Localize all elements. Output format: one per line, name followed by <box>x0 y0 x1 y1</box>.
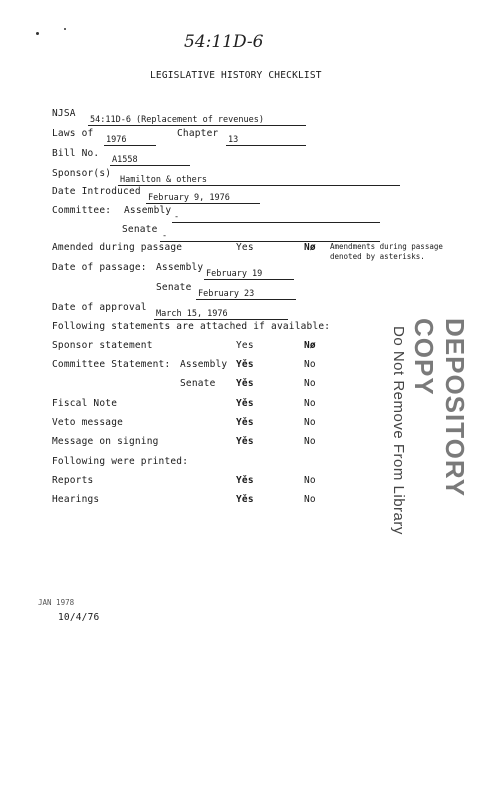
amended-yes: Yes <box>236 242 254 253</box>
date-approval-value: March 15, 1976 <box>154 309 288 320</box>
following-attached-heading: Following statements are attached if available: <box>52 321 331 332</box>
message-signing-yes-checked: Yěs <box>236 436 254 447</box>
stamp-line-depository-copy: DEPOSITORY COPY <box>409 318 470 497</box>
veto-message-yes-checked: Yěs <box>236 417 254 428</box>
message-signing-no: No <box>304 436 316 447</box>
committee-assembly-no: No <box>304 359 316 370</box>
passage-senate-value: February 23 <box>196 289 296 300</box>
stamp-line-do-not-remove: Do Not Remove From Library <box>390 326 407 535</box>
hearings-no: No <box>304 494 316 505</box>
hearings-yes-checked: Yěs <box>236 494 254 505</box>
chapter-value: 13 <box>226 135 306 146</box>
committee-assembly-label: Assembly <box>124 205 172 216</box>
committee-senate-label: Senate <box>122 224 158 235</box>
committee-assembly-value: - <box>172 212 380 223</box>
date-introduced-label: Date Introduced <box>52 186 141 197</box>
chapter-label: Chapter <box>177 128 219 139</box>
speck-mark <box>36 32 39 35</box>
laws-label: Laws of <box>52 128 94 139</box>
bill-label: Bill No. <box>52 148 100 159</box>
fiscal-note-label: Fiscal Note <box>52 398 118 409</box>
committee-statement-label: Committee Statement: <box>52 359 171 370</box>
fiscal-note-no: No <box>304 398 316 409</box>
page-title: LEGISLATIVE HISTORY CHECKLIST <box>150 70 322 81</box>
speck-mark <box>64 28 66 30</box>
reports-label: Reports <box>52 475 94 486</box>
sponsor-value: Hamilton & others <box>118 175 400 186</box>
reports-yes-checked: Yěs <box>236 475 254 486</box>
committee-label: Committee: <box>52 205 112 216</box>
date-passage-label: Date of passage: <box>52 262 147 273</box>
njsa-value: 54:11D-6 (Replacement of revenues) <box>88 115 306 126</box>
received-date-stamp: JAN 1978 <box>38 598 75 607</box>
sponsor-statement-label: Sponsor statement <box>52 340 153 351</box>
bill-value: A1558 <box>110 155 190 166</box>
amended-label: Amended during passage <box>52 242 183 253</box>
committee-senate-yes-checked: Yěs <box>236 378 254 389</box>
committee-senate-no: No <box>304 378 316 389</box>
passage-senate-label: Senate <box>156 282 192 293</box>
passage-assembly-value: February 19 <box>204 269 294 280</box>
following-printed-heading: Following were printed: <box>52 456 189 467</box>
laws-value: 1976 <box>104 135 156 146</box>
handwritten-statute-number: 54:11D-6 <box>184 32 264 52</box>
message-signing-label: Message on signing <box>52 436 159 447</box>
njsa-label: NJSA <box>52 108 76 119</box>
amended-no-checked: Nø <box>304 242 316 253</box>
date-introduced-value: February 9, 1976 <box>146 193 260 204</box>
sponsor-statement-yes: Yes <box>236 340 254 351</box>
reports-no: No <box>304 475 316 486</box>
amendments-note-line1: Amendments during passage <box>330 242 443 251</box>
fiscal-note-yes-checked: Yěs <box>236 398 254 409</box>
passage-assembly-label: Assembly <box>156 262 204 273</box>
veto-message-no: No <box>304 417 316 428</box>
committee-assembly-yes-checked: Yěs <box>236 359 254 370</box>
depository-stamp <box>382 318 470 554</box>
committee-senate-value: - <box>160 231 380 242</box>
committee-statement-senate-label: Senate <box>180 378 216 389</box>
amendments-note-line2: denoted by asterisks. <box>330 252 425 261</box>
veto-message-label: Veto message <box>52 417 124 428</box>
committee-statement-assembly-label: Assembly <box>180 359 228 370</box>
date-approval-label: Date of approval <box>52 302 147 313</box>
written-date: 10/4/76 <box>58 612 100 623</box>
hearings-label: Hearings <box>52 494 100 505</box>
njsa-field <box>88 107 306 126</box>
sponsor-statement-no-checked: Nø <box>304 340 316 351</box>
sponsor-label: Sponsor(s) <box>52 168 112 179</box>
